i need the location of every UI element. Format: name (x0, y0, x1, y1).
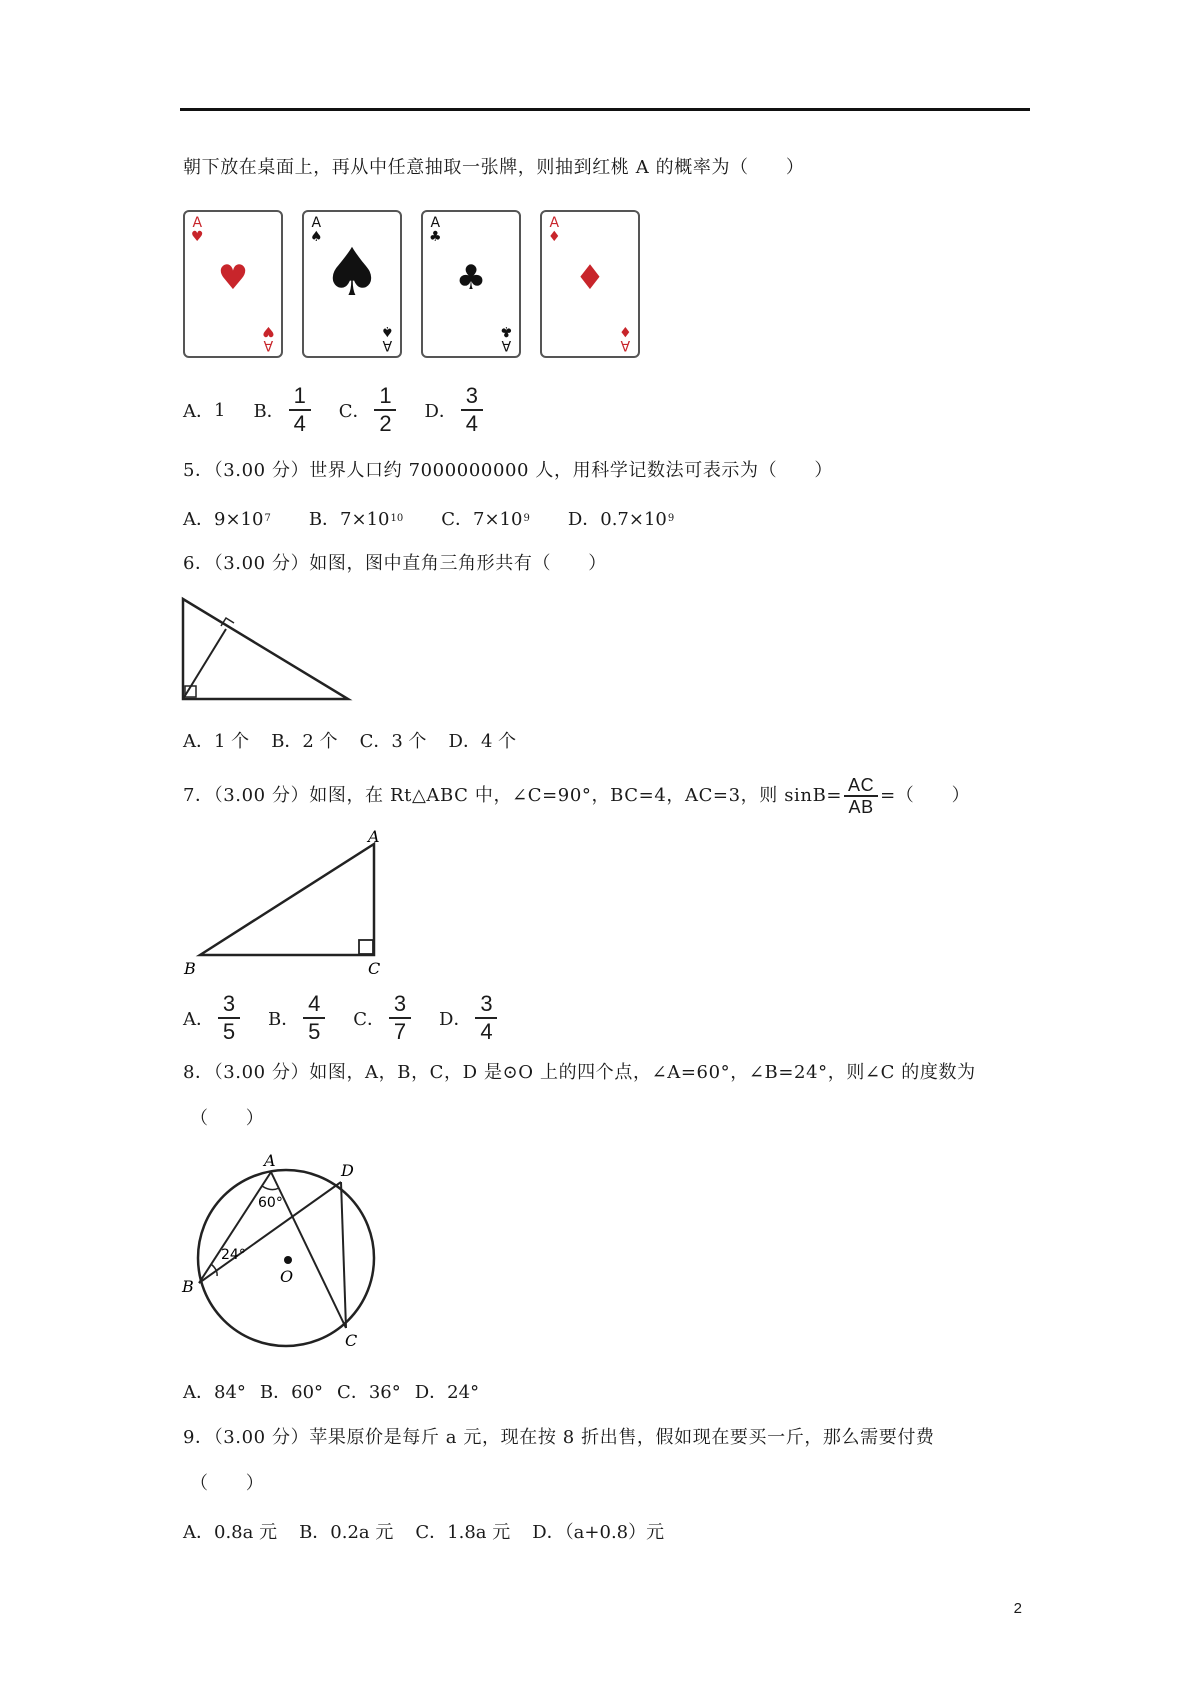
q9-options (183, 1518, 692, 1544)
club-icon: ♣ (455, 258, 487, 298)
q9-stem-line1: 9．（3.00 分）苹果原价是每斤 a 元，现在按 8 折出售，假如现在要买一斤，那么需要付费 (183, 1427, 935, 1448)
fraction (303, 992, 325, 1044)
spade-icon: ♠ (310, 229, 323, 245)
denominator: 4 (293, 411, 306, 436)
denominator: AB (848, 797, 874, 817)
q8-option-a: A．84° (183, 1382, 246, 1403)
option-label: C． (353, 1009, 386, 1030)
q6-option-c: C．3 个 (359, 731, 427, 752)
option-text: D．0.7×10 (567, 509, 667, 530)
card-ace-hearts (183, 210, 283, 358)
label-c: C (345, 1331, 358, 1348)
q8-option-d: D．24° (414, 1382, 480, 1403)
q4-option-b (253, 384, 310, 436)
fraction (218, 992, 240, 1044)
q7-options (183, 992, 525, 1044)
option-label: B． (253, 401, 285, 422)
angle-a-label: 60° (258, 1195, 283, 1211)
club-icon: ♣ (500, 323, 513, 339)
q9-option-a: A．0.8a 元 (183, 1522, 278, 1543)
fraction (461, 384, 483, 436)
numerator: 4 (308, 991, 321, 1016)
chord-ab (199, 1172, 271, 1283)
q4-option-d (424, 384, 482, 436)
right-angle-mark (359, 940, 373, 954)
q7-option-a (183, 992, 240, 1044)
heart-icon: ♥ (217, 258, 249, 298)
q8-options (183, 1378, 507, 1404)
option-label: C． (338, 401, 371, 422)
card-rank: A (620, 337, 631, 353)
chord-dc (341, 1182, 346, 1328)
numerator: 3 (465, 383, 479, 408)
header-rule (180, 108, 1030, 111)
option-label: B． (268, 1009, 300, 1030)
label-b: B (184, 959, 196, 978)
q6-triangle-figure (180, 595, 355, 705)
exponent: 10 (390, 512, 404, 524)
angle-a-arc (262, 1186, 279, 1190)
option-label: A． (183, 401, 214, 422)
q4-stem-continued: 朝下放在桌面上，再从中任意抽取一张牌，则抽到红桃 A 的概率为（ ） (183, 157, 805, 178)
q4-option-c (339, 384, 397, 436)
q4-option-a (183, 397, 225, 423)
heart-icon: ♥ (262, 323, 275, 339)
fraction (389, 992, 411, 1044)
option-text: B．7×10 (308, 509, 390, 530)
label-c: C (368, 959, 381, 978)
denominator: 4 (465, 411, 479, 436)
label-a: A (368, 828, 380, 846)
q8-stem-line2: （ ） (190, 1108, 265, 1129)
q9-option-c: C．1.8a 元 (415, 1522, 511, 1543)
diamond-icon: ♦ (574, 258, 606, 298)
exponent: 9 (667, 512, 675, 524)
q8-option-c: C．36° (337, 1382, 401, 1403)
q9-option-b: B．0.2a 元 (299, 1522, 394, 1543)
fraction (289, 384, 311, 436)
q6-option-b: B．2 个 (271, 731, 338, 752)
card-ace-spades (302, 210, 402, 358)
option-text: C．7×10 (441, 509, 523, 530)
q9-option-d: D．（a+0.8）元 (532, 1522, 665, 1543)
option-value: 1 (214, 399, 226, 421)
exponent: 7 (264, 512, 271, 524)
card-rank: A (382, 337, 393, 353)
q5-option-a (183, 505, 271, 531)
q7-option-c (353, 992, 411, 1044)
outer-right-triangle (183, 599, 348, 699)
q8-option-b: B．60° (259, 1382, 324, 1403)
q7-option-d (439, 992, 497, 1044)
numerator: 3 (393, 991, 407, 1016)
numerator: 3 (222, 991, 236, 1016)
club-icon: ♣ (429, 229, 442, 245)
q6-option-d: D．4 个 (448, 731, 517, 752)
denominator: 4 (480, 1019, 493, 1044)
q5-option-b (309, 505, 403, 531)
numerator: 1 (293, 383, 306, 408)
label-b: B (182, 1277, 194, 1296)
card-ace-clubs (421, 210, 521, 358)
fraction (374, 384, 396, 436)
card-rank: A (263, 337, 274, 353)
label-a: A (264, 1151, 276, 1170)
diamond-icon: ♦ (548, 229, 561, 245)
q5-option-d (568, 505, 674, 531)
option-label: A． (183, 1009, 214, 1030)
q7-option-b (268, 992, 325, 1044)
card-rank: A (192, 215, 203, 231)
q6-options (183, 727, 544, 753)
label-d: D (341, 1161, 354, 1180)
spade-icon: ♠ (322, 234, 382, 311)
card-rank: A (501, 337, 512, 353)
q5-option-c (441, 505, 530, 531)
triangle-abc (200, 844, 374, 955)
card-rank: A (311, 215, 322, 231)
label-o: O (280, 1267, 294, 1286)
denominator: 5 (222, 1019, 236, 1044)
q4-options (183, 384, 511, 436)
q8-circle-figure (178, 1148, 398, 1348)
page-number: 2 (1013, 1600, 1022, 1617)
option-label: D． (424, 401, 457, 422)
numerator: AC (847, 775, 875, 795)
angle-b-label: 24° (221, 1247, 246, 1263)
exponent: 9 (523, 512, 530, 524)
q5-stem: 5．（3.00 分）世界人口约 7000000000 人，用科学记数法可表示为（ ） (183, 460, 834, 481)
q7-stem (183, 775, 970, 817)
denominator: 5 (308, 1019, 321, 1044)
q7-triangle-figure (178, 828, 398, 978)
denominator: 7 (393, 1019, 407, 1044)
fraction (475, 992, 497, 1044)
q7-stem-text: 7．（3.00 分）如图，在 Rt△ABC 中，∠C=90°，BC=4，AC=3，则 sinB= (183, 785, 843, 806)
numerator: 1 (379, 383, 392, 408)
q6-stem: 6．（3.00 分）如图，图中直角三角形共有（ ） (183, 553, 607, 574)
card-rank: A (430, 215, 441, 231)
q7-stem-tail: =（ ） (880, 785, 971, 806)
option-label: D． (439, 1009, 472, 1030)
denominator: 2 (379, 411, 392, 436)
q8-stem-line1: 8．（3.00 分）如图，A，B，C，D 是⊙O 上的四个点，∠A=60°，∠B=24°，则∠C 的度数为 (183, 1062, 976, 1083)
numerator: 3 (480, 991, 493, 1016)
q9-stem-line2: （ ） (190, 1473, 265, 1494)
diamond-icon: ♦ (619, 323, 632, 339)
option-text: A．9×10 (183, 509, 264, 530)
altitude-line (183, 629, 226, 699)
sin-fraction (844, 775, 878, 817)
card-rank: A (549, 215, 560, 231)
card-ace-diamonds (540, 210, 640, 358)
q5-options (183, 505, 702, 531)
heart-icon: ♥ (191, 229, 204, 245)
center-point (284, 1256, 292, 1264)
spade-icon: ♠ (381, 323, 394, 339)
q6-option-a: A．1 个 (183, 731, 250, 752)
